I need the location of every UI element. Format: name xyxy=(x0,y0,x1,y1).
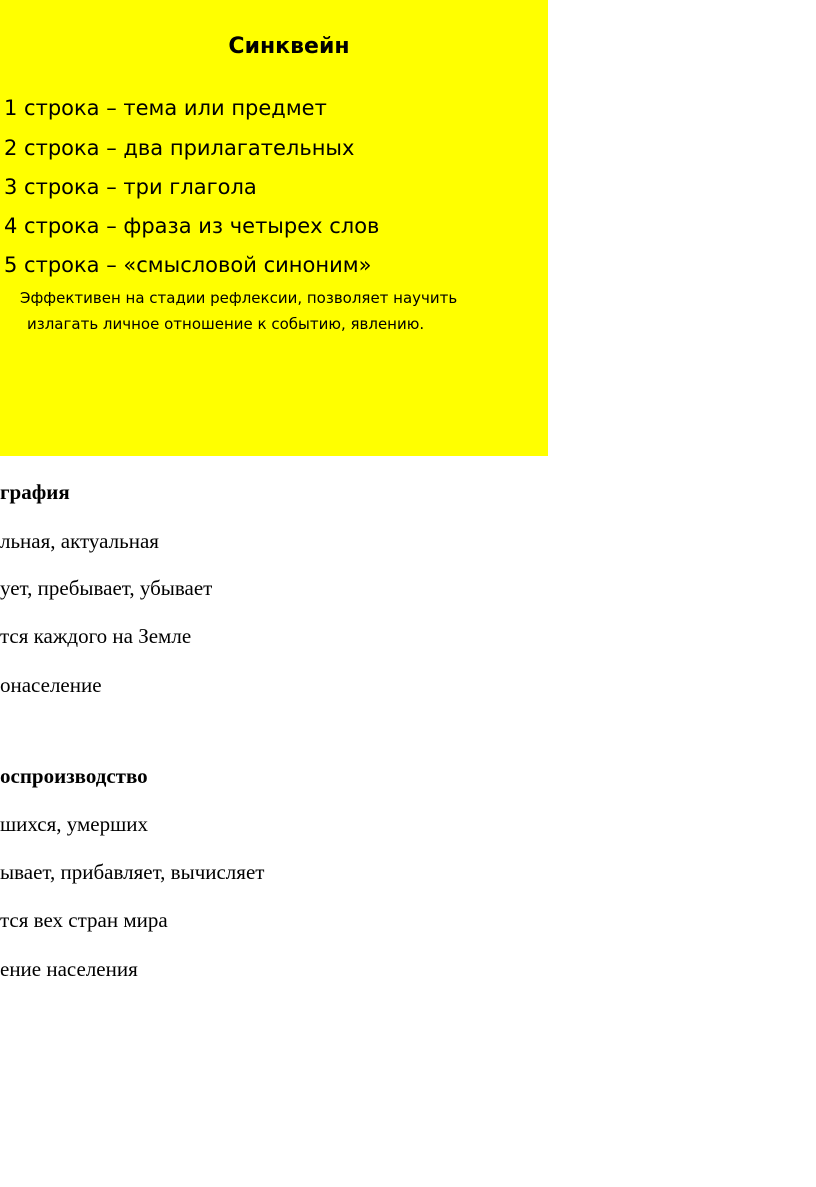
slide-line-5: 5 строка – «смысловой синоним» xyxy=(4,253,372,277)
slide-note-line-1: Эффективен на стадии рефлексии, позволяет научить xyxy=(20,289,458,307)
slide-line-4: 4 строка – фраза из четырех слов xyxy=(4,214,380,238)
slide-line-3: 3 строка – три глагола xyxy=(4,175,257,199)
block1-line-5: онаселение xyxy=(0,673,102,697)
block1-line-2: льная, актуальная xyxy=(0,529,159,553)
slide-note-line-2: излагать личное отношение к событию, явлению. xyxy=(27,315,425,333)
block1-line-3: ует, пребывает, убывает xyxy=(0,576,213,600)
slide-line-2: 2 строка – два прилагательных xyxy=(4,136,355,160)
block1-heading: графия xyxy=(0,480,70,504)
block2-line-3: ывает, прибавляет, вычисляет xyxy=(0,860,265,884)
slide-title: Синквейн xyxy=(228,34,350,59)
slide-image xyxy=(0,0,548,456)
block2-line-4: тся вех стран мира xyxy=(0,908,168,932)
block2-heading: оспроизводство xyxy=(0,764,148,788)
block2-line-5: ение населения xyxy=(0,957,138,981)
block2-line-2: шихся, умерших xyxy=(0,812,149,836)
block1-line-4: тся каждого на Земле xyxy=(0,624,192,648)
slide-line-1: 1 строка – тема или предмет xyxy=(4,96,327,120)
